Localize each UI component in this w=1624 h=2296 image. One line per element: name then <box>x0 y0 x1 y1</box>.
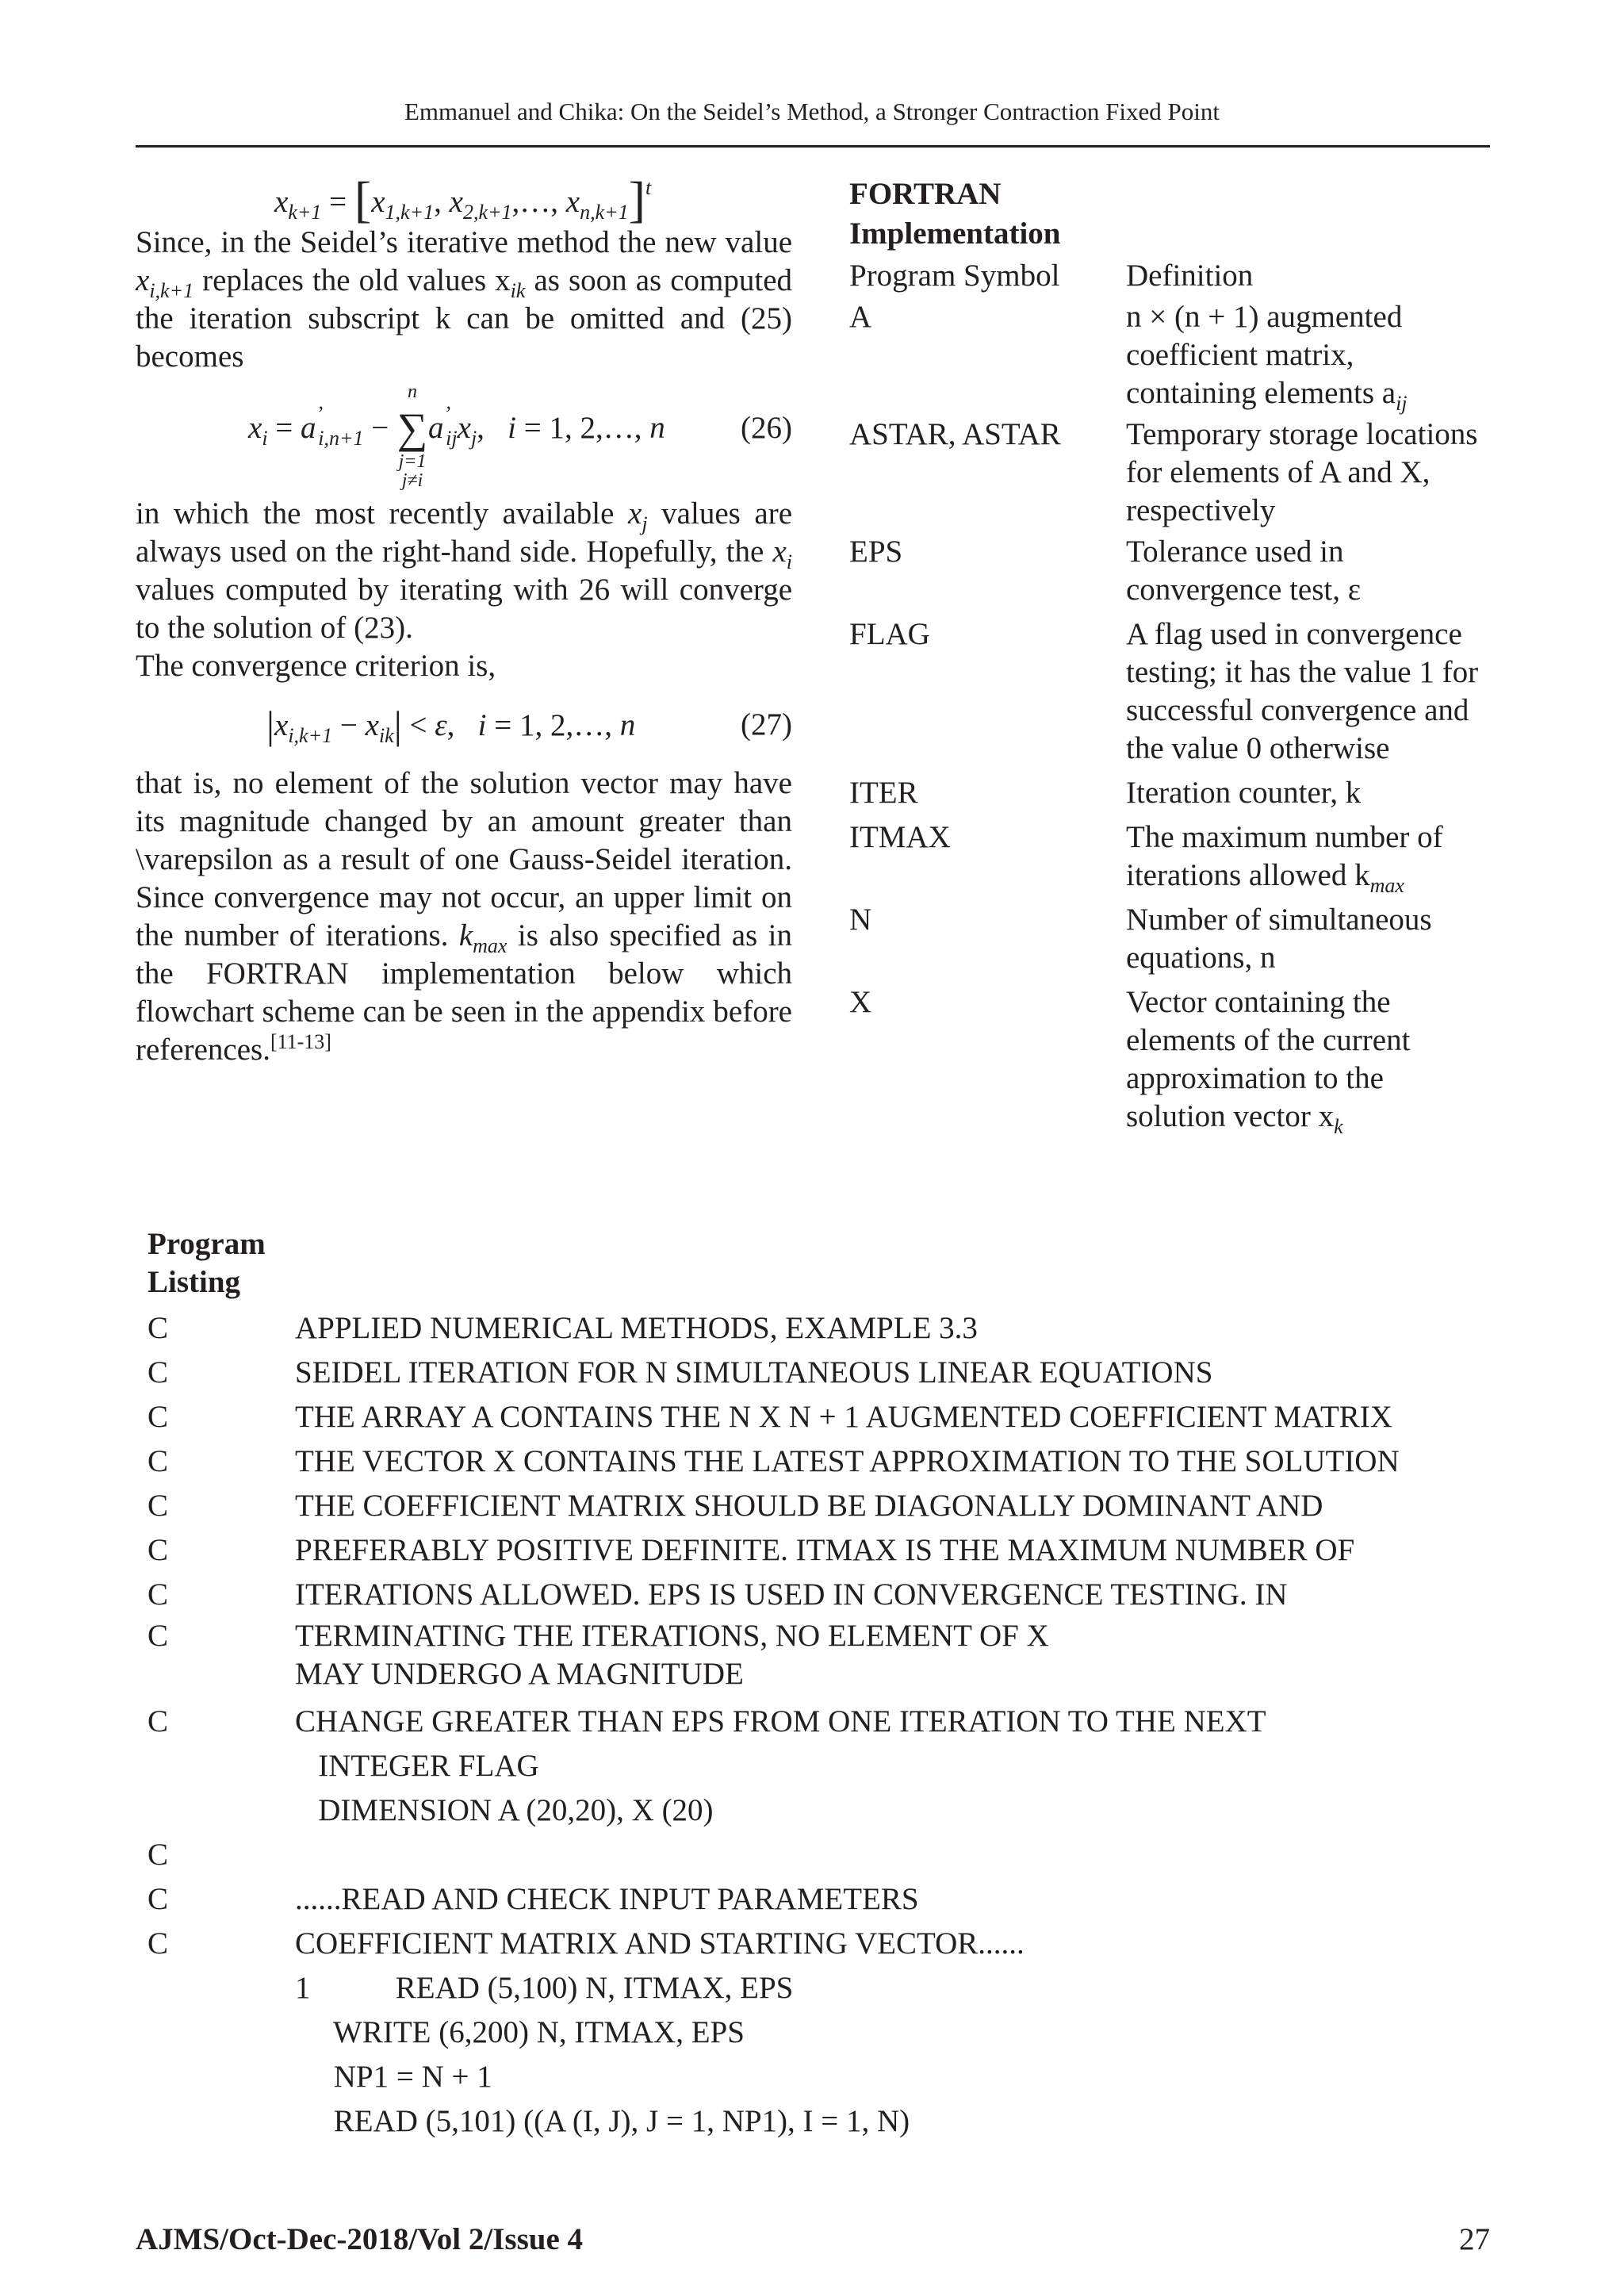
listing-line <box>147 1877 1490 1922</box>
listing-line <box>147 1395 1490 1439</box>
listing-line <box>147 1833 1490 1877</box>
paragraph-seidel-intro: Since, in the Seidel’s iterative method the new value $x_{i,k+1}$ replaces the old values $x_{ik}$ as soon as computed the iteration subscript k can be omitted and (25) becomes <box>136 225 793 374</box>
listing-line <box>147 2055 1490 2099</box>
comment-marker: C <box>147 1577 169 1612</box>
listing-line <box>147 1700 1490 1744</box>
listing-line <box>147 1484 1490 1528</box>
listing-lines <box>147 1306 1490 2144</box>
code-text-line: TERMINATING THE ITERATIONS, NO ELEMENT OF X <box>295 1619 1049 1653</box>
code-text: THE COEFFICIENT MATRIX SHOULD BE DIAGONALLY DOMINANT AND <box>295 1489 1323 1523</box>
listing-line <box>147 1617 1490 1700</box>
comment-marker: C <box>147 1704 169 1738</box>
comment-marker: C <box>147 1926 169 1961</box>
comment-marker: C <box>147 1533 169 1567</box>
listing-line <box>147 1528 1490 1573</box>
code-text <box>295 1617 1049 1700</box>
listing-line <box>147 1744 1490 1788</box>
listing-title: Program Listing <box>147 1227 266 1299</box>
listing-line <box>147 2099 1490 2144</box>
program-listing <box>147 1225 1490 2144</box>
journal-footer: AJMS/Oct-Dec-2018/Vol 2/Issue 4 <box>136 2222 584 2256</box>
paragraph-recent-values: in which the most recently available $x_j$ values are always used on the right-hand side. Hopefully, the $x_i$ values computed by iterating with 26 will converge to the solution of (23). <box>136 496 793 645</box>
comment-marker: C <box>147 1355 169 1389</box>
equation-25-vector: $x_{k+1} = [x_{1,k+1}$, $x_{2,k+1},\dots$, $x_{n,k+1}]^t$ <box>274 171 652 228</box>
code-text: SEIDEL ITERATION FOR N SIMULTANEOUS LINEAR EQUATIONS <box>295 1355 1213 1389</box>
code-text: PREFERABLY POSITIVE DEFINITE. ITMAX IS THE MAXIMUM NUMBER OF <box>295 1533 1355 1567</box>
symbol-table-header: Program Symbol Definition <box>849 259 1254 293</box>
code-text: INTEGER FLAG <box>295 1749 539 1783</box>
left-column <box>136 171 793 1069</box>
code-text: CHANGE GREATER THAN EPS FROM ONE ITERATION TO THE NEXT <box>295 1704 1266 1738</box>
page-number: 27 <box>1459 2222 1490 2256</box>
paragraph-convergence-limit: that is, no element of the solution vector may have its magnitude changed by an amount greater than \varepsilon as a result of one Gauss-Seidel iteration. Since convergence may not occur, an upper limit on the number of iterations. $k_{max}$ is also specified as in the FORTRAN implementation below which flowchart scheme can be seen in the appendix before references.[11-13] <box>136 766 792 1067</box>
comment-marker <box>147 2010 295 2055</box>
listing-line <box>147 1573 1490 1617</box>
comment-marker <box>147 1966 295 2010</box>
citation-ref: [11-13] <box>270 1030 331 1053</box>
equation-26-number: (26) <box>741 411 792 445</box>
running-header: Emmanuel and Chika: On the Seidel’s Method, a Stronger Contraction Fixed Point <box>404 98 1220 125</box>
comment-marker: C <box>147 1400 169 1434</box>
listing-line <box>147 1788 1490 1833</box>
symbol-row: N Number of simultaneous equations, n <box>849 903 1432 975</box>
listing-line <box>147 1439 1490 1484</box>
code-text: DIMENSION A (20,20), X (20) <box>295 1793 714 1827</box>
listing-line <box>147 1351 1490 1395</box>
code-text: APPLIED NUMERICAL METHODS, EXAMPLE 3.3 <box>295 1311 978 1345</box>
equation-26: $x_i = a^’_{i,n+1}$ − n ∑ j=1 j≠i $a^’_{ij}x_j$, i = 1, 2,…, n (26) <box>248 381 792 491</box>
listing-line <box>147 2010 1490 2055</box>
code-text: 1 READ (5,100) N, ITMAX, EPS <box>295 1971 794 2005</box>
code-text: NP1 = N + 1 <box>295 2060 492 2094</box>
code-text-line: MAY UNDERGO A MAGNITUDE <box>295 1657 744 1691</box>
comment-marker: C <box>147 1489 169 1523</box>
symbol-row: A n × (n + 1) augmented coefficient matrix, containing elements $a_{ij}$ <box>849 300 1408 415</box>
code-text: WRITE (6,200) N, ITMAX, EPS <box>295 2015 745 2049</box>
comment-marker <box>147 2055 295 2099</box>
listing-line <box>147 1922 1490 1966</box>
code-text: COEFFICIENT MATRIX AND STARTING VECTOR...... <box>295 1926 1025 1961</box>
symbol-row: ITER Iteration counter, k <box>849 776 1362 810</box>
symbol-row: ITMAX The maximum number of iterations allowed $k_{max}$ <box>849 820 1443 897</box>
comment-marker: C <box>147 1882 169 1916</box>
fortran-implementation <box>849 174 1490 1136</box>
symbol-row: ASTAR, ASTAR Temporary storage locations for elements of A and X, respectively <box>849 417 1478 527</box>
comment-marker: C <box>147 1311 169 1345</box>
listing-line <box>147 1966 1490 2010</box>
comment-marker <box>147 2099 295 2144</box>
equation-27-number: (27) <box>741 707 792 742</box>
symbol-row: X Vector containing the elements of the current approximation to the solution vector $x_k$ <box>849 985 1411 1138</box>
code-text: ITERATIONS ALLOWED. EPS IS USED IN CONVERGENCE TESTING. IN <box>295 1577 1288 1612</box>
fortran-title: FORTRAN Implementation <box>849 177 1061 251</box>
paragraph-criterion: The convergence criterion is, <box>136 649 496 683</box>
comment-marker: C <box>147 1838 169 1872</box>
symbol-row: EPS Tolerance used in convergence test, ε <box>849 535 1362 607</box>
comment-marker <box>147 1788 295 1833</box>
comment-marker: C <box>147 1619 169 1653</box>
comment-marker: C <box>147 1444 169 1478</box>
comment-marker <box>147 1744 295 1788</box>
symbol-row: FLAG A flag used in convergence testing; it has the value 1 for successful convergence and the value 0 otherwise <box>849 617 1479 765</box>
listing-line <box>147 1306 1490 1351</box>
code-text: READ (5,101) ((A (I, J), J = 1, NP1), I = 1, N) <box>295 2104 910 2138</box>
code-text: THE VECTOR X CONTAINS THE LATEST APPROXIMATION TO THE SOLUTION <box>295 1444 1400 1478</box>
code-text: ......READ AND CHECK INPUT PARAMETERS <box>295 1882 919 1916</box>
header-rule <box>136 145 1490 148</box>
code-text: THE ARRAY A CONTAINS THE N X N + 1 AUGMENTED COEFFICIENT MATRIX <box>295 1400 1392 1434</box>
equation-27: $|x_{i,k+1} - x_{ik}| < \varepsilon$, i = 1, 2,…, n (27) <box>266 703 792 747</box>
